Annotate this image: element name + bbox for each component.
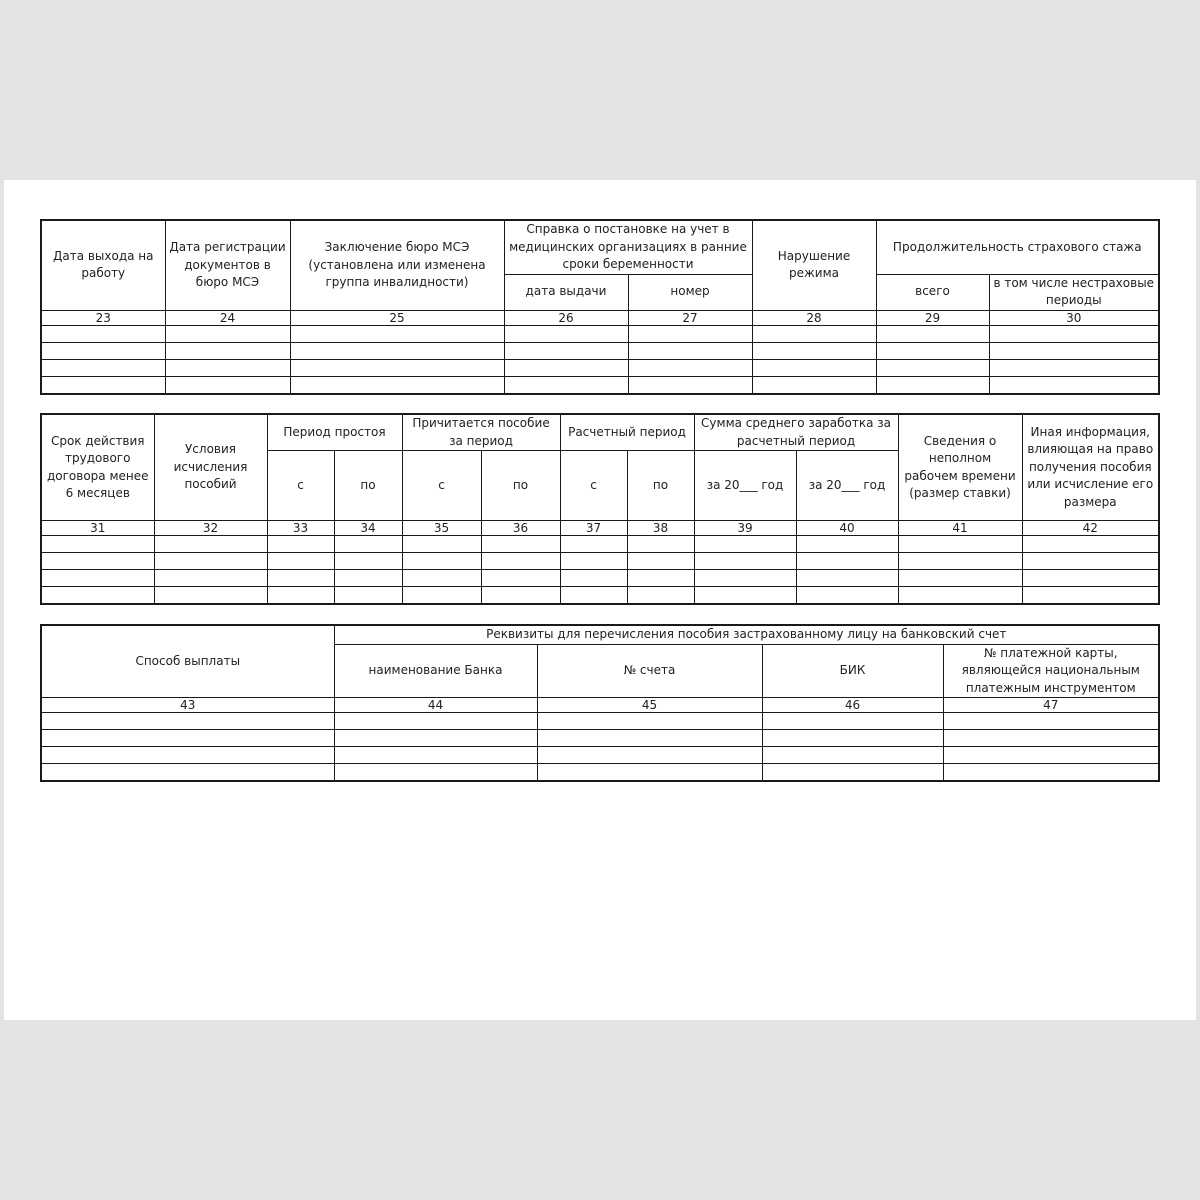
form-cell[interactable]	[796, 553, 898, 570]
header-c24: Дата регистрации документов в бюро МСЭ	[165, 220, 290, 310]
col-number: 44	[334, 698, 537, 713]
form-cell[interactable]	[627, 553, 694, 570]
form-cell[interactable]	[898, 553, 1022, 570]
table-row	[41, 342, 1159, 359]
form-cell[interactable]	[989, 325, 1159, 342]
header-c29: всего	[876, 274, 989, 310]
form-cell[interactable]	[41, 730, 334, 747]
col-number: 29	[876, 310, 989, 325]
col-number: 23	[41, 310, 165, 325]
col-number: 36	[481, 521, 560, 536]
form-cell[interactable]	[752, 359, 876, 376]
form-cell[interactable]	[943, 764, 1159, 782]
table-work-return-insurance	[40, 219, 1160, 395]
form-sheet	[4, 180, 1196, 1020]
header-c43: Способ выплаты	[41, 625, 334, 698]
form-cell[interactable]	[989, 376, 1159, 394]
table-row	[41, 747, 1159, 764]
form-cell[interactable]	[481, 536, 560, 553]
form-cell[interactable]	[537, 747, 762, 764]
form-cell[interactable]	[628, 376, 752, 394]
header-c46: БИК	[762, 644, 943, 698]
col-number: 34	[334, 521, 402, 536]
col-number: 31	[41, 521, 154, 536]
col-number: 39	[694, 521, 796, 536]
header-prostoy: Период простоя	[267, 414, 402, 451]
header-c26: дата выдачи	[504, 274, 628, 310]
form-cell[interactable]	[290, 325, 504, 342]
form-cell[interactable]	[334, 764, 537, 782]
column-numbers-row	[41, 521, 1159, 536]
form-cell[interactable]	[694, 570, 796, 587]
form-cell[interactable]	[989, 342, 1159, 359]
header-c35: с	[402, 451, 481, 521]
header-c31: Срок действия трудового договора менее 6 месяцев	[41, 414, 154, 521]
header-rekvizity: Реквизиты для перечисления пособия застрахованному лицу на банковский счет	[334, 625, 1159, 644]
form-cell[interactable]	[41, 553, 154, 570]
form-cell[interactable]	[290, 342, 504, 359]
col-number: 38	[627, 521, 694, 536]
header-c38: по	[627, 451, 694, 521]
form-cell[interactable]	[504, 325, 628, 342]
table-row	[41, 359, 1159, 376]
form-cell[interactable]	[537, 713, 762, 730]
form-cell[interactable]	[334, 587, 402, 605]
form-cell[interactable]	[898, 570, 1022, 587]
header-c27: номер	[628, 274, 752, 310]
form-cell[interactable]	[41, 376, 165, 394]
header-c39: за 20___ год	[694, 451, 796, 521]
table-contract-calculation	[40, 413, 1160, 605]
form-cell[interactable]	[989, 359, 1159, 376]
form-cell[interactable]	[537, 764, 762, 782]
column-numbers-row	[41, 310, 1159, 325]
form-cell[interactable]	[694, 553, 796, 570]
form-cell[interactable]	[290, 359, 504, 376]
col-number: 26	[504, 310, 628, 325]
form-cell[interactable]	[796, 587, 898, 605]
form-cell[interactable]	[560, 553, 627, 570]
header-c28: Нарушение режима	[752, 220, 876, 310]
col-number: 30	[989, 310, 1159, 325]
table-row	[41, 730, 1159, 747]
form-cell[interactable]	[898, 587, 1022, 605]
col-number: 32	[154, 521, 267, 536]
form-cell[interactable]	[752, 376, 876, 394]
form-cell[interactable]	[334, 553, 402, 570]
form-cell[interactable]	[267, 553, 334, 570]
header-c25: Заключение бюро МСЭ (установлена или изменена группа инвалидности)	[290, 220, 504, 310]
col-number: 46	[762, 698, 943, 713]
form-cell[interactable]	[627, 536, 694, 553]
form-cell[interactable]	[402, 570, 481, 587]
form-cell[interactable]	[504, 359, 628, 376]
form-cell[interactable]	[943, 730, 1159, 747]
form-cell[interactable]	[402, 553, 481, 570]
form-cell[interactable]	[752, 342, 876, 359]
form-cell[interactable]	[334, 730, 537, 747]
column-numbers-row	[41, 698, 1159, 713]
form-cell[interactable]	[898, 536, 1022, 553]
form-cell[interactable]	[41, 342, 165, 359]
col-number: 41	[898, 521, 1022, 536]
header-stazh: Продолжительность страхового стажа	[876, 220, 1159, 274]
form-cell[interactable]	[694, 587, 796, 605]
form-cell[interactable]	[402, 587, 481, 605]
form-cell[interactable]	[1022, 587, 1159, 605]
form-cell[interactable]	[41, 325, 165, 342]
form-cell[interactable]	[165, 359, 290, 376]
header-spravka: Справка о постановке на учет в медицинских организациях в ранние сроки беременности	[504, 220, 752, 274]
form-cell[interactable]	[290, 376, 504, 394]
form-cell[interactable]	[628, 325, 752, 342]
header-c44: наименование Банка	[334, 644, 537, 698]
form-cell[interactable]	[537, 730, 762, 747]
form-cell[interactable]	[41, 747, 334, 764]
form-cell[interactable]	[154, 570, 267, 587]
form-cell[interactable]	[876, 325, 989, 342]
form-cell[interactable]	[481, 553, 560, 570]
table-row	[41, 713, 1159, 730]
form-cell[interactable]	[402, 536, 481, 553]
form-cell[interactable]	[267, 570, 334, 587]
table-row	[41, 325, 1159, 342]
table-row	[41, 570, 1159, 587]
header-c45: № счета	[537, 644, 762, 698]
header-c30: в том числе нестраховые периоды	[989, 274, 1159, 310]
col-number: 45	[537, 698, 762, 713]
col-number: 25	[290, 310, 504, 325]
table-payment-method	[40, 624, 1160, 782]
col-number: 43	[41, 698, 334, 713]
form-cell[interactable]	[628, 342, 752, 359]
form-cell[interactable]	[267, 587, 334, 605]
form-cell[interactable]	[41, 536, 154, 553]
form-cell[interactable]	[627, 587, 694, 605]
col-number: 40	[796, 521, 898, 536]
form-cell[interactable]	[334, 536, 402, 553]
form-cell[interactable]	[334, 747, 537, 764]
form-cell[interactable]	[165, 376, 290, 394]
header-c36: по	[481, 451, 560, 521]
form-cell[interactable]	[752, 325, 876, 342]
header-prichitaetsya: Причитается пособие за период	[402, 414, 560, 451]
form-cell[interactable]	[1022, 553, 1159, 570]
form-cell[interactable]	[165, 342, 290, 359]
form-cell[interactable]	[560, 570, 627, 587]
form-cell[interactable]	[628, 359, 752, 376]
form-cell[interactable]	[627, 570, 694, 587]
col-number: 24	[165, 310, 290, 325]
header-c23: Дата выхода на работу	[41, 220, 165, 310]
form-cell[interactable]	[1022, 536, 1159, 553]
col-number: 27	[628, 310, 752, 325]
header-c40: за 20___ год	[796, 451, 898, 521]
form-cell[interactable]	[41, 713, 334, 730]
form-cell[interactable]	[762, 713, 943, 730]
table-row	[41, 376, 1159, 394]
form-cell[interactable]	[796, 570, 898, 587]
col-number: 47	[943, 698, 1159, 713]
form-cell[interactable]	[41, 587, 154, 605]
header-raschetny: Расчетный период	[560, 414, 694, 451]
form-cell[interactable]	[560, 587, 627, 605]
table-row	[41, 553, 1159, 570]
form-cell[interactable]	[154, 553, 267, 570]
form-cell[interactable]	[694, 536, 796, 553]
table-row	[41, 536, 1159, 553]
table-row	[41, 587, 1159, 605]
form-cell[interactable]	[41, 570, 154, 587]
form-cell[interactable]	[334, 713, 537, 730]
form-cell[interactable]	[876, 376, 989, 394]
form-cell[interactable]	[943, 747, 1159, 764]
table-row	[41, 764, 1159, 782]
form-cell[interactable]	[796, 536, 898, 553]
col-number: 28	[752, 310, 876, 325]
col-number: 35	[402, 521, 481, 536]
form-cell[interactable]	[334, 570, 402, 587]
form-cell[interactable]	[943, 713, 1159, 730]
form-cell[interactable]	[267, 536, 334, 553]
col-number: 42	[1022, 521, 1159, 536]
header-c41: Сведения о неполном рабочем времени (размер ставки)	[898, 414, 1022, 521]
form-cell[interactable]	[876, 359, 989, 376]
form-cell[interactable]	[481, 570, 560, 587]
form-cell[interactable]	[154, 587, 267, 605]
form-cell[interactable]	[154, 536, 267, 553]
form-cell[interactable]	[762, 764, 943, 782]
header-c34: по	[334, 451, 402, 521]
form-cell[interactable]	[41, 764, 334, 782]
header-c32: Условия исчисления пособий	[154, 414, 267, 521]
form-cell[interactable]	[762, 730, 943, 747]
form-cell[interactable]	[560, 536, 627, 553]
form-cell[interactable]	[481, 587, 560, 605]
header-c37: с	[560, 451, 627, 521]
form-cell[interactable]	[504, 376, 628, 394]
header-c47: № платежной карты, являющейся национальным платежным инструментом	[943, 644, 1159, 698]
form-cell[interactable]	[762, 747, 943, 764]
form-cell[interactable]	[165, 325, 290, 342]
header-c33: с	[267, 451, 334, 521]
col-number: 37	[560, 521, 627, 536]
col-number: 33	[267, 521, 334, 536]
header-c42: Иная информация, влияющая на право получения пособия или исчисление его размера	[1022, 414, 1159, 521]
header-summa: Сумма среднего заработка за расчетный период	[694, 414, 898, 451]
form-cell[interactable]	[876, 342, 989, 359]
form-cell[interactable]	[41, 359, 165, 376]
form-cell[interactable]	[1022, 570, 1159, 587]
form-cell[interactable]	[504, 342, 628, 359]
